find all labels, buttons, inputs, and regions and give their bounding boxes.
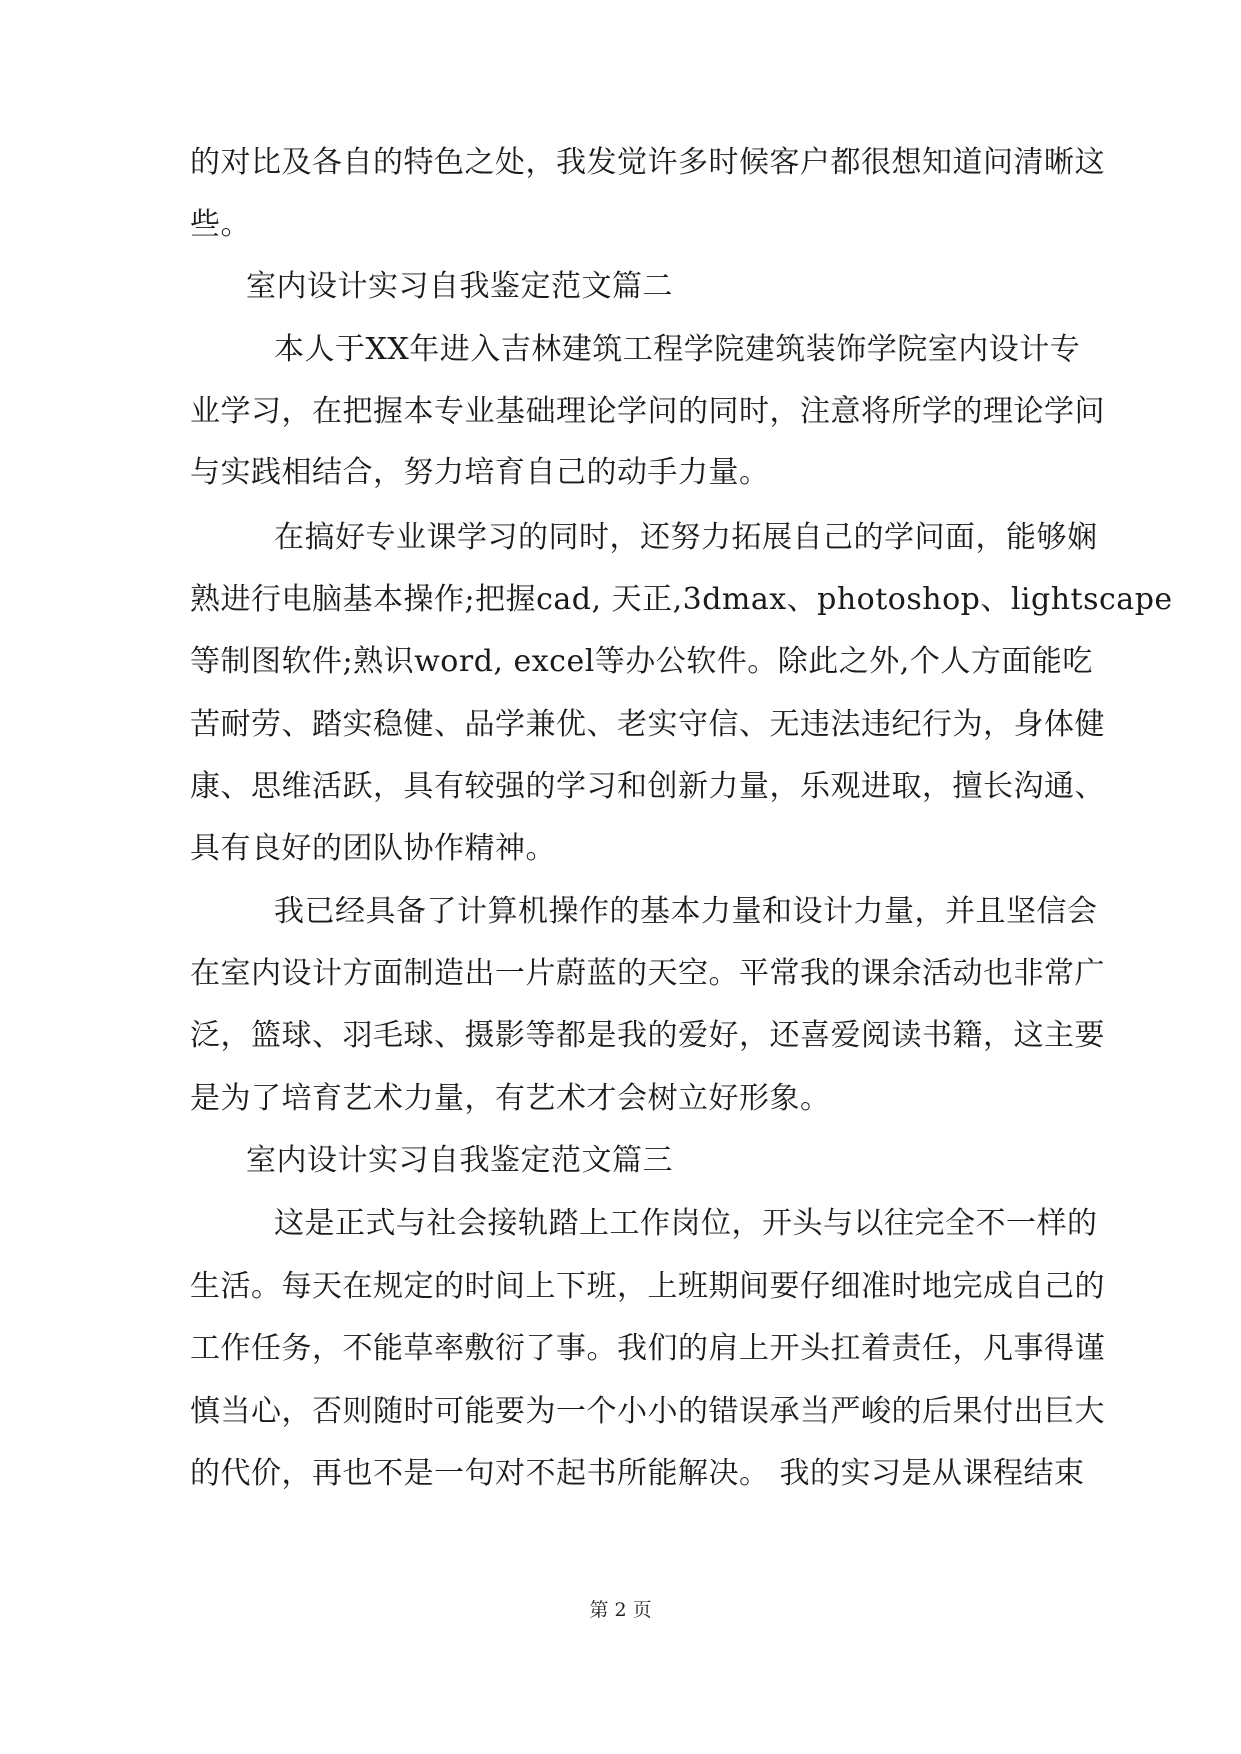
paragraph-line: 熟进行电脑基本操作;把握cad, 天正,3dmax、photoshop、lightscape [190, 582, 1173, 617]
paragraph-line: 是为了培育艺术力量，有艺术才会树立好形象。 [190, 1081, 831, 1116]
paragraph-line: 些。 [190, 207, 251, 242]
page-number: 第 2 页 [589, 1599, 652, 1621]
paragraph-line: 泛，篮球、羽毛球、摄影等都是我的爱好，还喜爱阅读书籍，这主要 [190, 1018, 1105, 1053]
section-heading: 室内设计实习自我鉴定范文篇三 [246, 1143, 673, 1178]
paragraph-line: 慎当心，否则随时可能要为一个小小的错误承当严峻的后果付出巨大 [190, 1394, 1105, 1429]
paragraph-line: 与实践相结合，努力培育自己的动手力量。 [190, 455, 770, 490]
paragraph-line: 的代价，再也不是一句对不起书所能解决。 我的实习是从课程结束 [190, 1456, 1085, 1491]
paragraph-line: 本人于XX年进入吉林建筑工程学院建筑装饰学院室内设计专 [274, 332, 1081, 367]
paragraph-line: 等制图软件;熟识word, excel等办公软件。除此之外,个人方面能吃 [190, 644, 1093, 679]
paragraph-line: 这是正式与社会接轨踏上工作岗位，开头与以往完全不一样的 [274, 1206, 1098, 1241]
paragraph-line: 我已经具备了计算机操作的基本力量和设计力量，并且坚信会 [274, 894, 1098, 929]
paragraph-line: 康、思维活跃，具有较强的学习和创新力量，乐观进取，擅长沟通、 [190, 769, 1105, 804]
paragraph-line: 工作任务，不能草率敷衍了事。我们的肩上开头扛着责任，凡事得谨 [190, 1331, 1105, 1366]
paragraph-line: 具有良好的团队协作精神。 [190, 831, 556, 866]
paragraph-line: 在室内设计方面制造出一片蔚蓝的天空。平常我的课余活动也非常广 [190, 956, 1105, 991]
paragraph-line: 苦耐劳、踏实稳健、品学兼优、老实守信、无违法违纪行为，身体健 [190, 707, 1105, 742]
paragraph-line: 在搞好专业课学习的同时，还努力拓展自己的学问面，能够娴 [274, 520, 1098, 555]
paragraph-line: 生活。每天在规定的时间上下班，上班期间要仔细准时地完成自己的 [190, 1269, 1105, 1304]
paragraph-line: 的对比及各自的特色之处，我发觉许多时候客户都很想知道问清晰这 [190, 145, 1105, 180]
section-heading: 室内设计实习自我鉴定范文篇二 [246, 269, 673, 304]
paragraph-line: 业学习，在把握本专业基础理论学问的同时，注意将所学的理论学问 [190, 394, 1105, 429]
